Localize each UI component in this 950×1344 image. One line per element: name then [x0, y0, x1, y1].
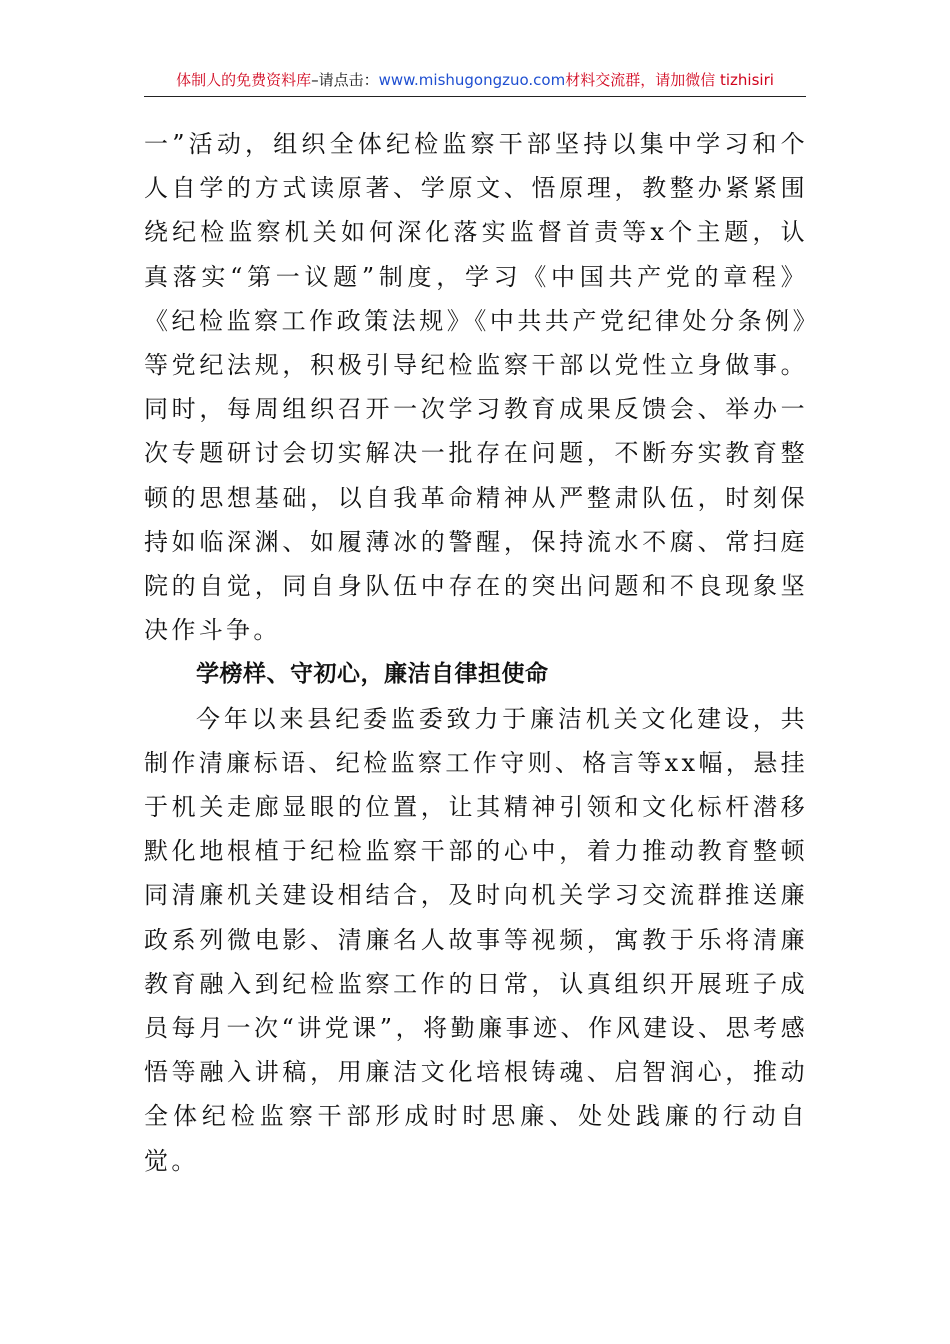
header-contact: 材料交流群，请加微信 tizhisiri: [565, 71, 774, 89]
page-header: [144, 70, 806, 97]
header-site-name: 体制人的免费资料库: [176, 71, 312, 89]
header-url-link[interactable]: www.mishugongzuo.com: [378, 71, 566, 89]
section-heading: 学榜样、守初心，廉洁自律担使命: [196, 661, 549, 688]
document-body: [144, 122, 808, 1183]
body-paragraph: 今年以来县纪委监委致力于廉洁机关文化建设，共制作清廉标语、纪检监察工作守则、格言等xx幅，悬挂于机关走廊显眼的位置，让其精神引领和文化标杆潜移默化地根植于纪检监察干部的心中，着力推动教育整顿同清廉机关建设相结合，及时向机关学习交流群推送廉政系列微电影、清廉名人故事等视频，寓教于乐将清廉教育融入到纪检监察工作的日常，认真组织开展班子成员每月一次“讲党课”，将勤廉事迹、作风建设、思考感悟等融入讲稿，用廉洁文化培根铸魂、启智润心，推动全体纪检监察干部形成时时思廉、处处践廉的行动自觉。: [144, 704, 808, 1175]
header-prompt: –请点击：: [311, 71, 379, 89]
body-paragraph-continued: 一”活动，组织全体纪检监察干部坚持以集中学习和个人自学的方式读原著、学原文、悟原理，教整办紧紧围绕纪检监察机关如何深化落实监督首责等x个主题，认真落实“第一议题”制度，学习《中国共产党的章程》《纪检监察工作政策法规》《中共共产党纪律处分条例》等党纪法规，积极引导纪检监察干部以党性立身做事。同时，每周组织召开一次学习教育成果反馈会、举办一次专题研讨会切实解决一批存在问题，不断夯实教育整顿的思想基础，以自我革命精神从严整肃队伍，时刻保持如临深渊、如履薄冰的警醒，保持流水不腐、常扫庭院的自觉，同自身队伍中存在的突出问题和不良现象坚决作斗争。: [144, 130, 808, 645]
